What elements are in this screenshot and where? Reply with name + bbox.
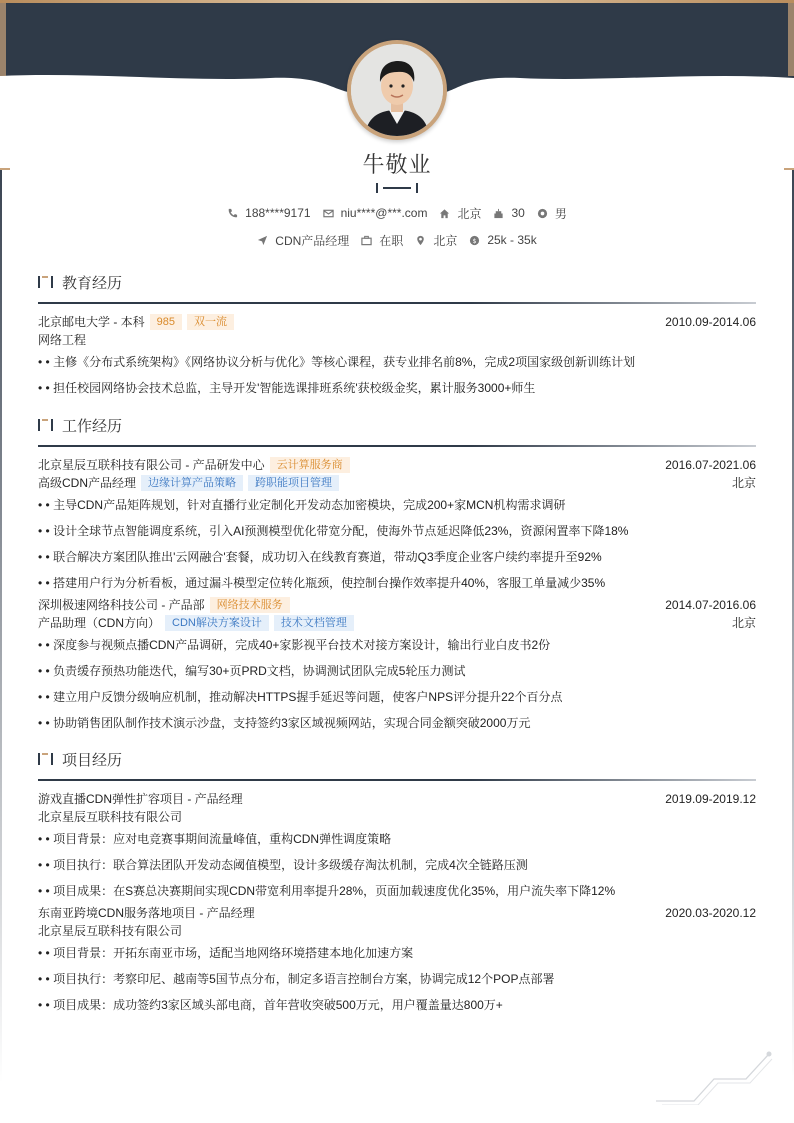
project-date: 2020.03-2020.12 [665, 906, 756, 920]
education-school-row [38, 313, 756, 331]
section-marker-icon [38, 275, 54, 289]
job-role: 产品助理（CDN方向） [38, 616, 160, 630]
role-tag: 边缘计算产品策略 [141, 475, 243, 491]
section-divider [38, 779, 756, 781]
company-tag: 网络技术服务 [210, 597, 290, 613]
mail-icon [323, 208, 334, 219]
education-heading [38, 271, 756, 293]
projects-section [38, 748, 756, 1018]
money-icon [469, 235, 480, 246]
job-location: 北京 [731, 616, 756, 630]
job-date: 2014.07-2016.06 [665, 598, 756, 612]
age-text: 30 [511, 206, 525, 220]
job-bullet: • • 主导CDN产品矩阵规划，针对直播行业定制化开发动态加密模块，完成200+家MCN机构需求调研 [38, 498, 566, 512]
project-company: 北京星辰互联科技有限公司 [38, 810, 183, 824]
project-bullet: • • 项目背景：开拓东南亚市场，适配当地网络环境搭建本地化加速方案 [38, 946, 414, 960]
age-item [493, 206, 524, 220]
position-text: CDN产品经理 [275, 233, 350, 248]
section-marker-icon [38, 418, 54, 432]
cake-icon [493, 208, 504, 219]
work-heading [38, 414, 756, 436]
section-marker-icon [38, 752, 54, 766]
status-text: 在职 [379, 233, 404, 248]
school-tag: 985 [150, 314, 182, 330]
project-bullet: • • 项目执行：考察印尼、越南等5国节点分布，制定多语言控制台方案，协调完成12个POP点部署 [38, 972, 555, 986]
job-bullet: • • 协助销售团队制作技术演示沙盘，支持签约3家区域视频网站，实现合同金额突破2000万元 [38, 716, 531, 730]
job-bullet: • • 搭建用户行为分析看板，通过漏斗模型定位转化瓶颈，使控制台操作效率提升40%，客服工单量减少35% [38, 576, 606, 590]
education-major-row [38, 331, 756, 349]
position-item [257, 232, 349, 249]
job-bullet: • • 负责缓存预热功能迭代，编写30+页PRD文档，协调测试团队完成5轮压力测试 [38, 664, 466, 678]
email-item [323, 206, 428, 220]
education-date: 2010.09-2014.06 [665, 315, 756, 329]
project-company-row [38, 808, 756, 826]
education-bullet: • • 担任校园网络协会技术总监，主导开发'智能选课排班系统'获校级金奖，累计服务3000+师生 [38, 381, 536, 395]
education-title: 教育经历 [62, 274, 123, 292]
major: 网络工程 [38, 333, 87, 347]
salary-text: 25k - 35k [487, 233, 537, 247]
job-bullet: • • 深度参与视频点播CDN产品调研，完成40+家影视平台技术对接方案设计，输出行业白皮书2份 [38, 638, 551, 652]
phone-text: 188****9171 [245, 206, 311, 220]
project-company: 北京星辰互联科技有限公司 [38, 924, 183, 938]
project-date: 2019.09-2019.12 [665, 792, 756, 806]
city-text: 北京 [457, 206, 482, 221]
project-bullet: • • 项目成果：成功签约3家区域头部电商，首年营收突破500万元，用户覆盖量达800万+ [38, 998, 503, 1012]
location-pin-icon [415, 235, 426, 246]
avatar [347, 40, 447, 140]
gender-icon [537, 208, 548, 219]
job-role-row [38, 614, 756, 632]
company-tag: 云计算服务商 [270, 457, 350, 473]
name-divider [376, 182, 418, 194]
project-name: 东南亚跨境CDN服务落地项目 - 产品经理 [38, 906, 255, 920]
job-company-row [38, 596, 756, 614]
school-tag: 双一流 [187, 314, 234, 330]
projects-heading [38, 748, 756, 770]
send-icon [257, 235, 268, 246]
school-name: 北京邮电大学 - 本科 [38, 315, 145, 329]
city-item [439, 205, 481, 222]
expected-city-text: 北京 [433, 233, 458, 248]
work-section [38, 414, 756, 736]
project-bullet: • • 项目成果：在S赛总决赛期间实现CDN带宽利用率提升28%，页面加载速度优化35%，用户流失率下降12% [38, 884, 616, 898]
job-intent-row [0, 232, 794, 248]
gender-item [537, 205, 567, 222]
phone-icon [227, 208, 238, 219]
job-location: 北京 [731, 476, 756, 490]
role-tag: 跨职能项目管理 [248, 475, 339, 491]
gender-text: 男 [554, 206, 567, 221]
project-bullet: • • 项目背景：应对电竞赛事期间流量峰值，重构CDN弹性调度策略 [38, 832, 392, 846]
project-name-row [38, 904, 756, 922]
role-tag: CDN解决方案设计 [165, 615, 269, 631]
project-company-row [38, 922, 756, 940]
company-name: 北京星辰互联科技有限公司 - 产品研发中心 [38, 458, 265, 472]
job-role-row [38, 474, 756, 492]
job-bullet: • • 建立用户反馈分级响应机制，推动解决HTTPS握手延迟等问题，使客户NPS评分提升22个百分点 [38, 690, 563, 704]
project-name: 游戏直播CDN弹性扩容项目 - 产品经理 [38, 792, 243, 806]
email-text: niu****@***.com [340, 206, 428, 220]
job-bullet: • • 联合解决方案团队推出'云网融合'套餐，成功切入在线教育赛道，带动Q3季度企业客户续约率提升至92% [38, 550, 602, 564]
job-company-row [38, 456, 756, 474]
work-title: 工作经历 [62, 417, 123, 435]
home-icon [439, 208, 450, 219]
job-bullet: • • 设计全球节点智能调度系统，引入AI预测模型优化带宽分配，使海外节点延迟降低23%，资源闲置率下降18% [38, 524, 629, 538]
candidate-name: 牛敬业 [362, 152, 432, 177]
status-item [361, 232, 403, 249]
expected-city-item [415, 232, 457, 249]
contact-row [0, 205, 794, 221]
salary-item [469, 233, 536, 247]
section-divider [38, 445, 756, 447]
corner-decoration [656, 1043, 776, 1105]
education-bullet: • • 主修《分布式系统架构》《网络协议分析与优化》等核心课程，获专业排名前8%，完成2项国家级创新训练计划 [38, 355, 636, 369]
left-border [0, 170, 2, 1083]
project-bullet: • • 项目执行：联合算法团队开发动态阈值模型，设计多级缓存淘汰机制，完成4次全链路压测 [38, 858, 528, 872]
phone-item [227, 206, 310, 220]
education-section [38, 271, 756, 401]
role-tag: 技术文档管理 [274, 615, 354, 631]
company-name: 深圳极速网络科技公司 - 产品部 [38, 598, 205, 612]
project-name-row [38, 790, 756, 808]
briefcase-icon [361, 235, 372, 246]
job-role: 高级CDN产品经理 [38, 476, 136, 490]
job-date: 2016.07-2021.06 [665, 458, 756, 472]
svg-text:$: $ [472, 236, 477, 245]
section-divider [38, 302, 756, 304]
projects-title: 项目经历 [62, 751, 123, 769]
